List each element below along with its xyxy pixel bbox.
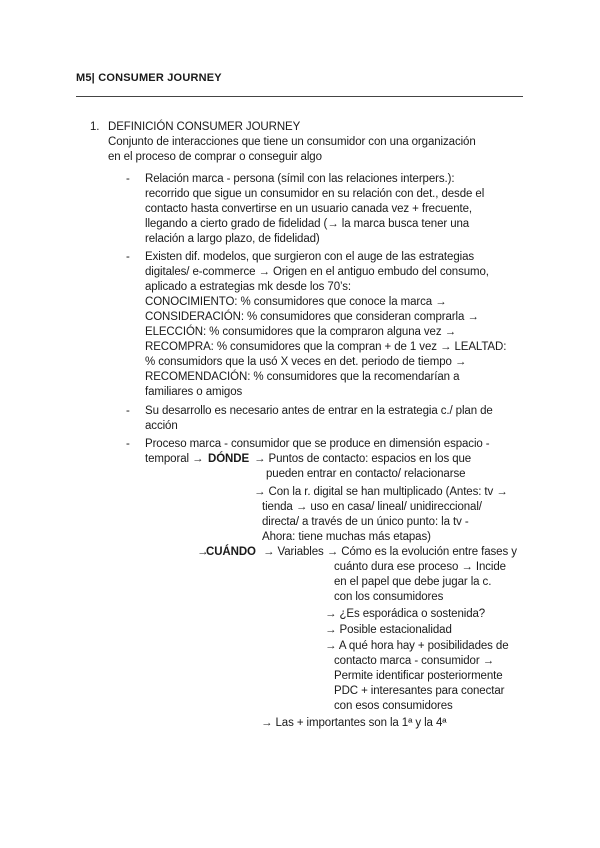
cuando-line: en el papel que debe jugar la c. — [334, 576, 492, 588]
bullet-marker: - — [126, 251, 130, 263]
title-divider — [76, 96, 523, 97]
cuando-line: PDC + interesantes para conectar — [334, 685, 505, 697]
cuando-line: con esos consumidores — [334, 700, 453, 712]
bullet-line: acción — [145, 420, 178, 432]
document-title: M5| CONSUMER JOURNEY — [76, 72, 222, 84]
bullet-line: RECOMENDACIÓN: % consumidores que la recomendarían a — [145, 371, 460, 383]
bullet-line: CONSIDERACIÓN: % consumidores que consideran comprarla → — [145, 311, 479, 323]
bullet-line: temporal → — [145, 453, 204, 465]
bullet-line: digitales/ e-commerce → Origen en el antiguo embudo del consumo, — [145, 266, 489, 278]
cuando-line: contacto marca - consumidor → — [334, 655, 495, 667]
bullet-line: llegando a cierto grado de fidelidad (→ la marca busca tener una — [145, 218, 470, 230]
bullet-line: RECOMPRA: % consumidores que la compran + de 1 vez → LEALTAD: — [145, 341, 507, 353]
bullet-line: Existen dif. modelos, que surgieron con el auge de las estrategias — [145, 251, 475, 263]
cuando-line: → ¿Es esporádica o sostenida? — [325, 608, 486, 620]
donde-line: pueden entrar en contacto/ relacionarse — [266, 468, 466, 480]
bullet-marker: - — [126, 405, 130, 417]
donde-line: → Puntos de contacto: espacios en los que — [254, 453, 472, 465]
cuando-label: CUÁNDO — [206, 546, 256, 558]
bullet-line: aplicado a estrategias mk desde los 70’s: — [145, 281, 352, 293]
bullet-line: % consumidors que la usó X veces en det. periodo de tiempo → — [145, 356, 467, 368]
cuando-arrow: → — [197, 546, 209, 558]
donde-line: directa/ a través de un único punto: la tv - — [262, 516, 469, 528]
cuando-line: → Las + importantes son la 1ª y la 4ª — [261, 717, 447, 729]
donde-line: → Con la r. digital se han multiplicado (Antes: tv → — [254, 486, 508, 498]
bullet-line: Relación marca - persona (símil con las relaciones interpers.): — [145, 173, 455, 185]
bullet-line: familiares o amigos — [145, 386, 243, 398]
section-intro-line: Conjunto de interacciones que tiene un consumidor con una organización — [108, 136, 476, 148]
bullet-line: contacto hasta convertirse en un usuario canada vez + frecuente, — [145, 203, 472, 215]
donde-line: Ahora: tiene muchas más etapas) — [262, 531, 431, 543]
bullet-marker: - — [126, 173, 130, 185]
cuando-line: con los consumidores — [334, 591, 444, 603]
bullet-line: ELECCIÓN: % consumidores que la compraron alguna vez → — [145, 326, 456, 338]
section-intro-line: en el proceso de comprar o conseguir algo — [108, 151, 322, 163]
bullet-marker: - — [126, 438, 130, 450]
section-heading: DEFINICIÓN CONSUMER JOURNEY — [108, 121, 301, 133]
bullet-line: CONOCIMIENTO: % consumidores que conoce la marca → — [145, 296, 447, 308]
bullet-line: Su desarrollo es necesario antes de entrar en la estrategia c./ plan de — [145, 405, 493, 417]
donde-label: DÓNDE — [208, 453, 250, 465]
bullet-line: recorrido que sigue un consumidor en su relación con det., desde el — [145, 188, 485, 200]
cuando-line: cuánto dura ese proceso → Incide — [334, 561, 506, 573]
donde-line: tienda → uso en casa/ lineal/ unidireccional/ — [262, 501, 482, 513]
bullet-line: Proceso marca - consumidor que se produce en dimensión espacio - — [145, 438, 490, 450]
cuando-line: Permite identificar posteriormente — [334, 670, 503, 682]
cuando-line: → Variables → Cómo es la evolución entre fases y — [263, 546, 517, 558]
bullet-line: relación a largo plazo, de fidelidad) — [145, 233, 320, 245]
section-number: 1. — [90, 121, 100, 133]
cuando-line: → Posible estacionalidad — [325, 624, 452, 636]
cuando-line: → A qué hora hay + posibilidades de — [325, 640, 509, 652]
